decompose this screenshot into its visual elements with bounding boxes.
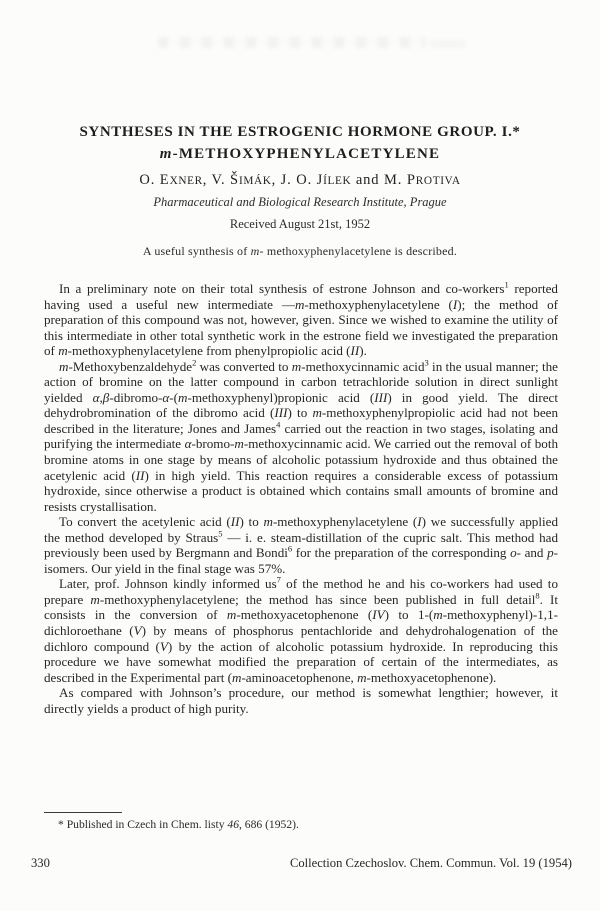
footnote-publication-note: * Published in Czech in Chem. listy 46, 686 (1952). [58,818,299,831]
article-body [44,281,558,716]
body-paragraph-5: As compared with Johnson’s procedure, our method is somewhat lengthier; however, it directly yields a product of high purity. [44,685,558,716]
body-paragraph-4: Later, prof. Johnson kindly informed $us^7$ of the method he and his co-workers had used to prepare m-methoxyphenylacetylene; the method has since been published in full detail$^8$. It consists in the conversion of m-methoxyacetophenone (IV) to 1-(m-methoxyphenyl)-1,1-dichloroethane (V) by means of phosphorus pentachloride and dehydrohalogenation of the dichloro compound (V) by the action of alcoholic potassium hydroxide. In reproducing this procedure we have somewhat modified the preparation of certain of the intermediates, as described in the Experimental part (m-aminoacetophenone, m-methoxyacetophenone). [44,575,559,685]
paper-title-line2: m-METHOXYPHENYLACETYLENE [159,146,441,162]
page-footer [31,856,572,871]
abstract-line: A useful synthesis of m- methoxyphenylacetylene is described. [142,244,458,258]
authors-line: O. EXNER, V. ŠIMÁK, J. O. JÍLEK and M. PROTIVA [139,172,461,188]
body-paragraph-3: To convert the acetylenic acid (II) to m-methoxyphenylacetylene (I) we successfully applied the method developed by Straus$^5$ — i. e. steam-distillation of the cupric salt. This method had previously been used by Bergmann and Bondi$^6$ for the preparation of the corresponding o- and p-isomers. Our yield in the final stage was 57%. [44,514,558,576]
show-through-smudge-small [430,40,466,48]
journal-citation: Collection Czechoslov. Chem. Commun. Vol. 19 (1954) [289,856,572,870]
paper-title-line1: SYNTHESES IN THE ESTROGENIC HORMONE GROUP. I.* [79,124,521,140]
footnote-divider [44,812,122,813]
page-number: 330 [31,856,50,870]
show-through-smudge [158,37,426,48]
body-paragraph-2: m-Methoxybenzaldehyde$^2$ was converted to m-methoxycinnamic acid$^3$ in the usual manner; the action of bromine on the latter compound in carbon tetrachloride solution in direct sunlight yielded α,β-dibromo-α-(m-methoxyphenyl)propionic acid (III) in good yield. The direct dehydrobromination of the dibromo acid (III) to m-methoxyphenylpropiolic acid had not been described in the literature; Jones and James$^4$ carried out the reaction in two stages, isolating and purifying the intermediate α-bromo-m-methoxycinnamic acid. We carried out the removal of both bromine atoms in one stage by means of alcoholic potassium hydroxide and thus obtained the acetylenic acid (II) in high yield. This reaction requires a considerable excess of potassium hydroxide, since otherwise a product is obtained which contains small amounts of bromine and resists crystallisation. [44,357,559,514]
body-paragraph-1: In a preliminary note on their total synthesis of estrone Johnson and co-workers$^1$ reported having used a useful new intermediate —m-methoxyphenylacetylene (I); the method of preparation of this compound was not, however, given. Since we wished to examine the utility of this intermediate in other total synthetic work in the estrone field we investigated the preparation of m-methoxyphenylacetylene from phenylpropiolic acid (II). [44,279,558,359]
received-date-line: Received August 21st, 1952 [229,217,371,231]
affiliation-line: Pharmaceutical and Biological Research Institute, Prague [153,195,447,209]
